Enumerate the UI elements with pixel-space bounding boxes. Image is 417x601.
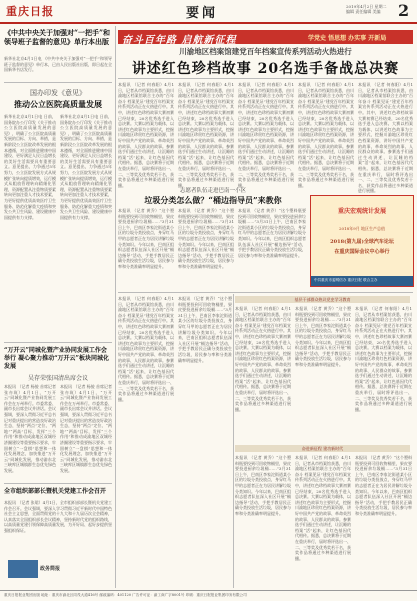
feature-body-col3: 本报讯 （记者 何春阳）4月1日，记者从市档案馆获悉，由川渝地区档案馆联合主办的“百年奋斗 档案见证”建党百年档案宣传系列活动正在火热进行中。其中，讲述红色珍档故事大赛初赛已经结束，20名优秀选手进入总决赛。大赛以档案为载体，以讲述红色故事为主要形式，挖掘川渝地区珍贵红色档案资源，讲好中国共产党的故事、革命英烈的故事、人民群众的故事。参赛选手们通过生动讲述，让沉睡的档案“活”起来，让红色基因代代相传。据悉，总决赛将于近期在重庆举行，届时将评选出一、二、三等奖及优秀奖若干名，获奖作品将通过多种渠道进行展播。 [355,306,412,412]
story3-headline[interactable]: “万开云”同城化暨产业协同发展工作会举行 凝心聚力推动“万开云”板块同城化发展 [4,347,109,370]
banner-tagline: 学党史 悟思想 办实事 开新局 [308,35,387,42]
divider [4,82,112,83]
masthead [0,0,417,24]
feature-body-col1: 本报讯 （记者 何春阳）4月1日，记者从市档案馆获悉，由川渝地区档案馆联合主办的“百年奋斗 档案见证”建党百年档案宣传系列活动正在火热进行中。其中，讲述红色珍档故事大赛初赛已经结束，20名优秀选手进入总决赛。大赛以档案为载体，以讲述红色故事为主要形式，挖掘川渝地区珍贵红色档案资源，讲好中国共产党的故事、革命英烈的故事、人民群众的故事。参赛选手们通过生动讲述，让沉睡的档案“活”起来，让红色基因代代相传。据悉，总决赛将于近期在重庆举行，届时将评选出一、二、三等奖及优秀奖若干名，获奖作品将通过多种渠道进行展播。 [235,306,291,412]
issue-date: 2019年4月2日 星期二 [346,4,387,9]
issue-meta [346,4,396,14]
story2-body-continued: 新华社北京4月1日电 日前，国务院办公厅印发《关于推动公立医院高质量发展的意见》，明确了公立医院高质量发展的目标、方向、举措，是新阶段公立医院改革发展的根本遵循，对全面推进健康中国建设、更好满足人民日益增长的美好生活需要具有重要意义。意见提出，力争通过5年努力，公立医院发展方式从规模扩张转向提质增效，运行模式从粗放管理转向精细化管理，资源配置从注重物质要素转向更加注重人才技术要素，为更好提供优质高效医疗卫生服务、防范化解重大疫情和突发公共卫生风险、建设健康中国提供有力支撑。 [60,114,112,220]
advertisement[interactable] [310,195,414,287]
feature-box-title: 基层干部群众热议党史学习教育 [294,297,351,302]
lower-body-col2: 本报讯 （记者 黄乔）“这个塑料瓶要投到可回收物桶里，果皮要投进厨余垃圾桶……”3月31日上午，巴南区李家沱街道某小区的垃圾分类投放点，身穿红马甲的志愿者正在为居民讲解垃圾分类知识。今年以来，巴南区组织志愿者队伍深入社区开展“桶边指导”活动，手把手教居民正确分类投放生活垃圾，居民参与率和分类准确率明显提升。 [178,296,232,363]
campaign-banner [118,30,413,44]
story4-headline[interactable]: 全市组织部部长暨机关党建工作会召开 [4,488,107,495]
lead-body-col1: 本报讯 （记者 何春阳）4月1日，记者从市档案馆获悉，由川渝地区档案馆联合主办的“百年奋斗 档案见证”建党百年档案宣传系列活动正在火热进行中。其中，讲述红色珍档故事大赛初赛已经结束，20名优秀选手进入总决赛。大赛以档案为载体，以讲述红色故事为主要形式，挖掘川渝地区珍贵红色档案资源，讲好中国共产党的故事、革命英烈的故事、人民群众的故事。参赛选手们通过生动讲述，让沉睡的档案“活”起来，让红色基因代代相传。据悉，总决赛将于近期在重庆举行，届时将评选出一、二、三等奖及优秀奖若干名，获奖作品将通过多种渠道进行展播。 [118,82,174,188]
ad-footer-bar [311,276,413,286]
ad-line: 2018年9月 地区生产总值 [339,226,385,231]
story4-body: 本报讯 （记者 张珺）4月1日，全市组织部部长暨机关党建工作会召开。会议强调，要深入学习贯彻习近平新时代中国特色社会主义思想，全面贯彻党的十九大和十九届历次全会精神，认真落实全国组织部长会议精神，坚持新时代党的组织路线，以高质量党建引领保障高质量发展，为开好局、起好步提供坚强组织保证。 [4,500,112,533]
mid-body-col2: 本报讯 （记者 黄乔）“这个塑料瓶要投到可回收物桶里，果皮要投进厨余垃圾桶……”3月31日上午，巴南区李家沱街道某小区的垃圾分类投放点，身穿红马甲的志愿者正在为居民讲解垃圾分类知识。今年以来，巴南区组织志愿者队伍深入社区开展“桶边指导”活动，手把手教居民正确分类投放生活垃圾，居民参与率和分类准确率明显提升。 [178,208,234,269]
mid-body-col1: 本报讯 （记者 黄乔）“这个塑料瓶要投到可回收物桶里，果皮要投进厨余垃圾桶……”3月31日上午，巴南区李家沱街道某小区的垃圾分类投放点，身穿红马甲的志愿者正在为居民讲解垃圾分类知识。今年以来，巴南区组织志愿者队伍深入社区开展“桶边指导”活动，手把手教居民正确分类投放生活垃圾，居民参与率和分类准确率明显提升。 [118,208,174,269]
newspaper-logo: 重庆日报 [6,5,54,18]
story1-body: 新华社北京4月1日电 《中共中央关于加强对“一把手”和领导班子监督的意见》单行本，已由人民出版社出版，即日起在全国新华书店发行。 [4,56,112,73]
feature-box-title: 奋进新征程 建功新时代 [301,446,344,451]
lead-body-col4: 本报讯 （记者 何春阳）4月1日，记者从市档案馆获悉，由川渝地区档案馆联合主办的“百年奋斗 档案见证”建党百年档案宣传系列活动正在火热进行中。其中，讲述红色珍档故事大赛初赛已经结束，20名优秀选手进入总决赛。大赛以档案为载体，以讲述红色故事为主要形式，挖掘川渝地区珍贵红色档案资源，讲好中国共产党的故事、革命英烈的故事、人民群众的故事。参赛选手们通过生动讲述，让沉睡的档案“活”起来，让红色基因代代相传。据悉，总决赛将于近期在重庆举行，届时将评选出一、二、三等奖及优秀奖若干名，获奖作品将通过多种渠道进行展播。 [298,82,354,188]
lead-headline[interactable]: 讲述红色珍档故事 20名选手备战总决赛 [131,61,400,77]
ad-line: 2018(第九届)全球汽车论坛 [330,239,394,245]
divider [118,78,413,79]
feature-body-col2: 本报讯 （记者 黄乔）“这个塑料瓶要投到可回收物桶里，果皮要投进厨余垃圾桶……”3月31日上午，巴南区李家沱街道某小区的垃圾分类投放点，身穿红马甲的志愿者正在为居民讲解垃圾分类知识。今年以来，巴南区组织志愿者队伍深入社区开展“桶边指导”活动，手把手教居民正确分类投放生活垃圾，居民参与率和分类准确率明显提升。 [295,306,351,367]
lead-body-col5: 本报讯 （记者 何春阳）4月1日，记者从市档案馆获悉，由川渝地区档案馆联合主办的“百年奋斗 档案见证”建党百年档案宣传系列活动正在火热进行中。其中，讲述红色珍档故事大赛初赛已经结束，20名优秀选手进入总决赛。大赛以档案为载体，以讲述红色故事为主要形式，挖掘川渝地区珍贵红色档案资源，讲好中国共产党的故事、革命英烈的故事、人民群众的故事。参赛选手们通过生动讲述，让沉睡的档案“活”起来，让红色基因代代相传。据悉，总决赛将于近期在重庆举行，届时将评选出一、二、三等奖及优秀奖若干名，获奖作品将通过多种渠道进行展播。 [358,82,413,194]
lower-body-col1: 本报讯 （记者 何春阳）4月1日，记者从市档案馆获悉，由川渝地区档案馆联合主办的“百年奋斗 档案见证”建党百年档案宣传系列活动正在火热进行中。其中，讲述红色珍档故事大赛初赛已经结束，20名优秀选手进入总决赛。大赛以档案为载体，以讲述红色故事为主要形式，挖掘川渝地区珍贵红色档案资源，讲好中国共产党的故事、革命英烈的故事、人民群众的故事。参赛选手们通过生动讲述，让沉睡的档案“活”起来，让红色基因代代相传。据悉，总决赛将于近期在重庆举行，届时将评选出一、二、三等奖及优秀奖若干名，获奖作品将通过多种渠道进行展播。 [118,296,174,402]
ad-footer-text: 中共重庆市委网信办 重庆日报 联合主办 [314,278,378,282]
feature2-body-col1: 本报讯 （记者 黄乔）“这个塑料瓶要投到可回收物桶里，果皮要投进厨余垃圾桶……”3月31日上午，巴南区李家沱街道某小区的垃圾分类投放点，身穿红马甲的志愿者正在为居民讲解垃圾分类知识。今年以来，巴南区组织志愿者队伍深入社区开展“桶边指导”活动，手把手教居民正确分类投放生活垃圾，居民参与率和分类准确率明显提升。 [235,455,291,516]
divider [4,483,112,484]
lead-body-col3: 本报讯 （记者 何春阳）4月1日，记者从市档案馆获悉，由川渝地区档案馆联合主办的“百年奋斗 档案见证”建党百年档案宣传系列活动正在火热进行中。其中，讲述红色珍档故事大赛初赛已经结束，20名优秀选手进入总决赛。大赛以档案为载体，以讲述红色故事为主要形式，挖掘川渝地区珍贵红色档案资源，讲好中国共产党的故事、革命英烈的故事、人民群众的故事。参赛选手们通过生动讲述，让沉睡的档案“活”起来，让红色基因代代相传。据悉，总决赛将于近期在重庆举行，届时将评选出一、二、三等奖及优秀奖若干名，获奖作品将通过多种渠道进行展播。 [238,82,294,188]
news-brief-badge [8,560,38,578]
feature2-body-col2: 本报讯 （记者 何春阳）4月1日，记者从市档案馆获悉，由川渝地区档案馆联合主办的“百年奋斗 档案见证”建党百年档案宣传系列活动正在火热进行中。其中，讲述红色珍档故事大赛初赛已经结束，20名优秀选手进入总决赛。大赛以档案为载体，以讲述红色故事为主要形式，挖掘川渝地区珍贵红色档案资源，讲好中国共产党的故事、革命英烈的故事、人民群众的故事。参赛选手们通过生动讲述，让沉睡的档案“活”起来，让红色基因代代相传。据悉，总决赛将于近期在重庆举行，届时将评选出一、二、三等奖及优秀奖若干名，获奖作品将通过多种渠道进行展播。 [295,455,351,561]
divider [4,342,112,343]
story2-body: 新华社北京4月1日电 日前，国务院办公厅印发《关于推动公立医院高质量发展的意见》，明确了公立医院高质量发展的目标、方向、举措，是新阶段公立医院改革发展的根本遵循，对全面推进健康中国建设、更好满足人民日益增长的美好生活需要具有重要意义。意见提出，力争通过5年努力，公立医院发展方式从规模扩张转向提质增效，运行模式从粗放管理转向精细化管理，资源配置从注重物质要素转向更加注重人才技术要素，为更好提供优质高效医疗卫生服务、防范化解重大疫情和突发公共卫生风险、建设健康中国提供有力支撑。 [4,114,56,220]
feature2-body-col3: 本报讯 （记者 黄乔）“这个塑料瓶要投到可回收物桶里，果皮要投进厨余垃圾桶……”3月31日上午，巴南区李家沱街道某小区的垃圾分类投放点，身穿红马甲的志愿者正在为居民讲解垃圾分类知识。今年以来，巴南区组织志愿者队伍深入社区开展“桶边指导”活动，手把手教居民正确分类投放生活垃圾，居民参与率和分类准确率明显提升。 [355,455,412,516]
footer-imprint: 重庆日报报业集团出版 地址：重庆市渝北区同茂大道416号 邮政编码：401120 广告许可证：渝工商广字8001号 印刷：重庆日报报业集团印务有限公司 [4,593,247,597]
news-brief-label: 政务简报 [40,566,61,572]
mid-kicker: 志愿者队伍走进巴南一小区 [179,188,246,194]
story3-subhead: 吴存荣张国清出席会议 [27,375,88,382]
banner-slogan: 奋斗百年路 启航新征程 [122,35,237,46]
mid-body-col3: 本报讯 （记者 黄乔）“这个塑料瓶要投到可回收物桶里，果皮要投进厨余垃圾桶……”3月31日上午，巴南区李家沱街道某小区的垃圾分类投放点，身穿红马甲的志愿者正在为居民讲解垃圾分类知识。今年以来，巴南区组织志愿者队伍深入社区开展“桶边指导”活动，手把手教居民正确分类投放生活垃圾，居民参与率和分类准确率明显提升。 [238,208,306,258]
story2-headline[interactable]: 推动公立医院高质量发展 [14,99,102,109]
story3-body-continued: 本报讯 （记者 杨骏 首席记者 张亦筑）4月1日，“万开云”同城化暨产业协同发展工作会在万州举行。市委常委、副市长出席会议并讲话。会议强调，要深入贯彻习近平总书记对重庆提出的营造良好政治生态，坚持“两点”定位、“两地”“两高”目标，发挥“三个作用”和推动成渝地区双城经济圈建设等重要指示要求，牢固树立“一盘棋”思想和一体化发展理念，加快推进“万开云”同城化发展，推动渝东北三峡库区城镇群生态优先绿色发展。 [60,384,112,473]
story1-headline[interactable]: 《中共中央关于加强对“一把手”和领导班子监督的意见》单行本出版 [4,28,111,46]
story3-body: 本报讯 （记者 杨骏 首席记者 张亦筑）4月1日，“万开云”同城化暨产业协同发展工作会在万州举行。市委常委、副市长出席会议并讲话。会议强调，要深入贯彻习近平总书记对重庆提出的营造良好政治生态，坚持“两点”定位、“两地”“两高”目标，发挥“三个作用”和推动成渝地区双城经济圈建设等重要指示要求，牢固树立“一盘棋”思想和一体化发展理念，加快推进“万开云”同城化发展，推动渝东北三峡库区城镇群生态优先绿色发展。 [4,384,56,473]
lead-kicker: 川渝地区档案馆建党百年档案宣传系列活动火热进行 [179,47,352,56]
mid-headline[interactable]: 垃圾分类怎么做？“桶边指导员”来教你 [144,195,282,205]
divider [118,292,413,293]
ad-title: 重庆宏观统计发展 [337,208,386,215]
feature-box-header [235,445,410,452]
section-name: 要闻 [186,6,219,21]
feature-box-header [235,296,410,303]
story2-kicker: 国办印发《意见》 [30,89,86,97]
editor-credits: 编辑 责任编辑 美编 [346,9,381,14]
ad-line: 在重庆国际会议中心举行 [334,249,390,255]
lead-body-col2: 本报讯 （记者 何春阳）4月1日，记者从市档案馆获悉，由川渝地区档案馆联合主办的“百年奋斗 档案见证”建党百年档案宣传系列活动正在火热进行中。其中，讲述红色珍档故事大赛初赛已经结束，20名优秀选手进入总决赛。大赛以档案为载体，以讲述红色故事为主要形式，挖掘川渝地区珍贵红色档案资源，讲好中国共产党的故事、革命英烈的故事、人民群众的故事。参赛选手们通过生动讲述，让沉睡的档案“活”起来，让红色基因代代相传。据悉，总决赛将于近期在重庆举行，届时将评选出一、二、三等奖及优秀奖若干名，获奖作品将通过多种渠道进行展播。 [178,82,234,188]
column-divider [233,294,234,588]
page-number: 2 [398,1,410,20]
page-footer [0,590,417,601]
column-divider [115,26,116,588]
